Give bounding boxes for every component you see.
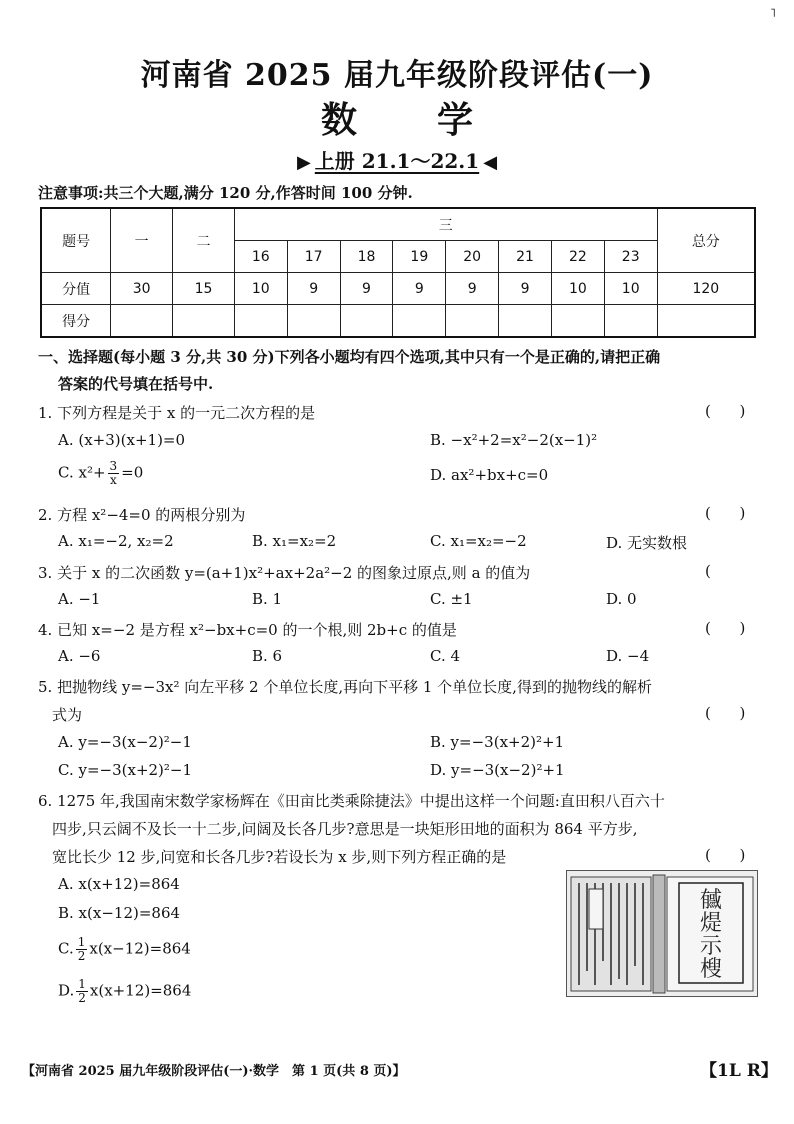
header-cell-part3: 三 [234,208,657,241]
score-input-cell[interactable] [287,305,340,338]
subheader-cell: 19 [393,241,446,273]
subheader-cell: 23 [604,241,657,273]
value-cell: 10 [551,273,604,305]
fraction [108,460,120,487]
q2-option-b: B. x₁=x₂=2 [252,532,337,550]
subject-char-1: 数 [320,99,357,141]
header-cell-tihao: 题号 [41,208,111,273]
fraction-denominator: 2 [78,991,86,1005]
q6-c-suffix: x(x−12)=864 [89,939,191,958]
q3-option-b: B. 1 [252,590,283,608]
question-6-stem-2: 四步,只云阔不及长一十二步,问阔及长各几步?意思是一块矩形田地的面积为 864 平方步, [52,820,638,838]
question-2-stem: 2. 方程 x²−4=0 的两根分别为 [38,506,246,524]
q6-c-prefix: C. [58,939,74,958]
score-input-cell[interactable] [657,305,755,338]
q2-option-c: C. x₁=x₂=−2 [430,532,527,550]
question-5-stem-cont: 式为 [52,706,83,724]
value-cell: 10 [604,273,657,305]
q1-c-suffix: =0 [121,463,144,482]
value-cell: 30 [111,273,173,305]
chapter-range [0,145,794,174]
ancient-book-image [566,870,758,997]
seal-char: 煶 [699,911,722,936]
score-input-cell[interactable] [340,305,393,338]
subheader-cell: 17 [287,241,340,273]
range-text: 上册 21.1～22.1 [314,149,480,173]
question-5-stem: 5. 把抛物线 y=−3x² 向左平移 2 个单位长度,再向下平移 1 个单位长度,得到的抛物线的解析 [38,678,652,696]
value-cell-total: 120 [657,273,755,305]
fraction-denominator: 2 [77,949,86,963]
q5-option-b: B. y=−3(x+2)²+1 [430,733,565,751]
q5-option-c: C. y=−3(x+2)²−1 [58,761,193,779]
q3-option-a: A. −1 [58,590,101,608]
score-table [40,207,756,338]
page-footer: 【河南省 2025 届九年级阶段评估(一)·数学 第 1 页(共 8 页)】 [22,1064,406,1079]
fraction [76,936,88,963]
q4-option-b: B. 6 [252,647,283,665]
answer-bracket[interactable]: ( ) [705,504,746,522]
score-input-cell[interactable] [173,305,235,338]
question-4-stem: 4. 已知 x=−2 是方程 x²−bx+c=0 的一个根,则 2b+c 的值是 [38,621,457,639]
value-cell: 10 [234,273,287,305]
header-cell-part1: 一 [111,208,173,273]
value-cell: 15 [173,273,235,305]
header-cell-total: 总分 [657,208,755,273]
subheader-cell: 21 [499,241,552,273]
value-cell: 9 [287,273,340,305]
q1-c-prefix: C. x²+ [58,463,106,482]
score-input-cell[interactable] [446,305,499,338]
question-6-stem: 6. 1275 年,我国南宋数学家杨辉在《田亩比类乘除捷法》中提出这样一个问题:直田积八百六十 [38,792,665,810]
seal-char: 示 [699,934,722,959]
paper-code: 【1L R】 [700,1061,778,1081]
score-input-cell[interactable] [393,305,446,338]
section-heading-cont: 答案的代号填在括号中. [58,375,214,393]
value-cell: 9 [446,273,499,305]
fraction-numerator: 1 [78,977,86,991]
q6-option-c [58,936,191,963]
q1-option-b: B. −x²+2=x²−2(x−1)² [430,431,598,449]
score-input-cell[interactable] [111,305,173,338]
row-label-defen: 得分 [41,305,111,338]
book-title-seal [685,889,737,981]
subheader-cell: 18 [340,241,393,273]
q4-option-d: D. −4 [606,647,650,665]
subheader-cell: 22 [551,241,604,273]
seal-char: 㦽 [699,888,722,913]
row-label-fenzhi: 分值 [41,273,111,305]
subject-title [0,92,794,143]
fraction-denominator: x [109,473,117,487]
answer-bracket[interactable]: ( [705,562,711,580]
answer-bracket[interactable]: ( ) [705,846,746,864]
value-cell: 9 [340,273,393,305]
subheader-cell: 20 [446,241,499,273]
q1-option-a: A. (x+3)(x+1)=0 [58,431,186,449]
q6-d-suffix: x(x+12)=864 [89,981,192,1000]
fraction [76,978,88,1005]
q2-option-d: D. 无实数根 [606,534,688,552]
section-heading: 一、选择题(每小题 3 分,共 30 分)下列各小题均有四个选项,其中只有一个是正确的,请把正确 [38,348,661,366]
question-6-stem-3: 宽比长少 12 步,问宽和长各几步?若设长为 x 步,则下列方程正确的是 [52,848,507,866]
question-1-stem: 1. 下列方程是关于 x 的一元二次方程的是 [38,404,316,422]
q6-option-a: A. x(x+12)=864 [58,875,180,893]
value-cell: 9 [393,273,446,305]
subheader-cell: 16 [234,241,287,273]
range-left-mark: ▶ [296,152,311,173]
corner-mark: ˥ [770,6,776,20]
seal-char: 㮴 [699,957,722,982]
q3-option-c: C. ±1 [430,590,473,608]
q1-option-c [58,460,143,487]
score-input-cell[interactable] [551,305,604,338]
question-3-stem: 3. 关于 x 的二次函数 y=(a+1)x²+ax+2a²−2 的图象过原点,则 a 的值为 [38,564,531,582]
exam-title: 河南省 2025 届九年级阶段评估(一) [140,58,654,93]
q6-d-prefix: D. [58,981,75,1000]
fraction-numerator: 1 [77,935,86,949]
q2-option-a: A. x₁=−2, x₂=2 [58,532,174,550]
fraction-numerator: 3 [109,459,118,473]
answer-bracket[interactable]: ( ) [705,402,746,420]
q1-option-d: D. ax²+bx+c=0 [430,466,549,484]
score-input-cell[interactable] [499,305,552,338]
score-input-cell[interactable] [604,305,657,338]
q4-option-a: A. −6 [58,647,101,665]
q5-option-d: D. y=−3(x−2)²+1 [430,761,565,779]
q5-option-a: A. y=−3(x−2)²−1 [58,733,192,751]
value-cell: 9 [499,273,552,305]
subject-char-2: 学 [437,99,474,141]
exam-notice: 注意事项:共三个大题,满分 120 分,作答时间 100 分钟. [38,184,413,202]
range-right-mark: ◀ [483,152,498,173]
answer-bracket[interactable]: ( ) [705,704,746,722]
q3-option-d: D. 0 [606,590,637,608]
header-cell-part2: 二 [173,208,235,273]
q4-option-c: C. 4 [430,647,461,665]
score-input-cell[interactable] [234,305,287,338]
q6-option-d [58,978,191,1005]
answer-bracket[interactable]: ( ) [705,619,746,637]
q6-option-b: B. x(x−12)=864 [58,904,181,922]
